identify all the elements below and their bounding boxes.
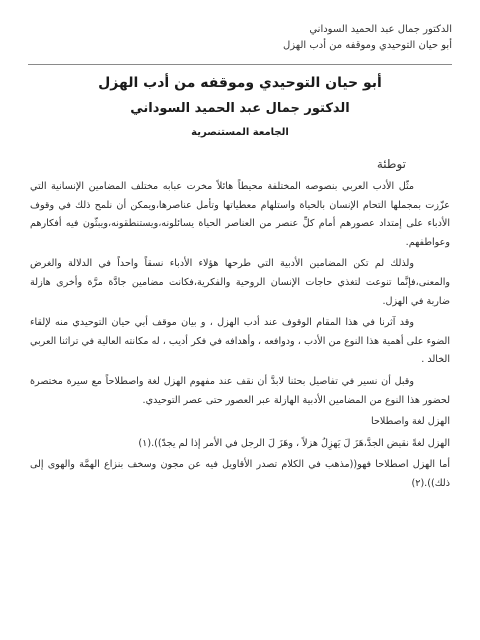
definition-term: أما الهزل اصطلاحا فهو((مذهب في الكلام تصدر الأقاويل فيه عن مجون وسخف بنزاع الهمَّة والهوى إلى ذلك)).(٢) xyxy=(30,459,450,489)
paragraph: وقبل أن نسير في تفاصيل بحثنا لابدَّ أن نقف عند مفهوم الهزل لغة واصطلاحاً مع سيرة مختصرة لحضور هذا النوع من المضامين الأدبية الهازلة عبر العصور حتى عصر التوحيدي. xyxy=(30,375,450,406)
subheading: الهزل لغة واصطلاحا xyxy=(371,416,450,428)
running-header xyxy=(283,22,452,54)
paragraph: ولذلك لم تكن المضامين الأدبية التي طرحها هؤلاء الأدباء نسقاً واحداً في الدلالة والغرض والمعنى،فإنَّما تنوعت لتغذي حاجات الإنسان الروحية والفكرية،فكانت مضامين جادَّة مرَّة وأخرى هازلة ضاربة في الهزل. xyxy=(30,258,450,307)
section-heading: توطئة xyxy=(376,157,406,171)
title-block xyxy=(0,72,480,142)
affiliation: الجامعة المستنصرية xyxy=(191,127,289,138)
paragraph: وقد آثرنا في هذا المقام الوقوف عند أدب الهزل ، و بيان موقف أبي حيان التوحيدي منه لإلقاء الضوء على أهمية هذا النوع من الأدب ، ودوافعه ، وأهدافه في فكر أديب ، له مكانته العالية في تراثنا العربي الخالد . xyxy=(30,317,450,366)
author-name: الدكتور جمال عبد الحميد السوداني xyxy=(130,101,350,116)
header-divider xyxy=(28,64,452,65)
main-title: أبو حيان التوحيدي وموقفه من أدب الهزل xyxy=(98,75,382,91)
definition-language: الهزل لغةً نقيض الجدَّ،هَزَ لَ يَهزِلُ هزلاً ، وهَزَ لَ الرجل في الأمر إذا لم يجدّ)).(١) xyxy=(138,437,450,449)
body-text xyxy=(30,178,450,497)
paragraph: مثّل الأدب العربي بنصوصه المختلفة محيطاً هائلاً مخرت عبابه مختلف المضامين الإنسانية التي عزّزت بمجملها التحام الإنسان بالحياة واستلهام معطياتها وتأمل عناصرها،ويمكن أن نلمح ذلك في وقوف الأدباء على إمتداد عصورهم أمام كلِّ عنصر من العناصر الحياة يسائلونه،ويستنطقونه،ويبثّون فيه أفكارهم وعواطفهم. xyxy=(30,181,450,248)
header-work-title: أبو حيان التوحيدي وموقفه من أدب الهزل xyxy=(282,40,452,51)
header-author: الدكتور جمال عبد الحميد السوداني xyxy=(309,24,452,35)
